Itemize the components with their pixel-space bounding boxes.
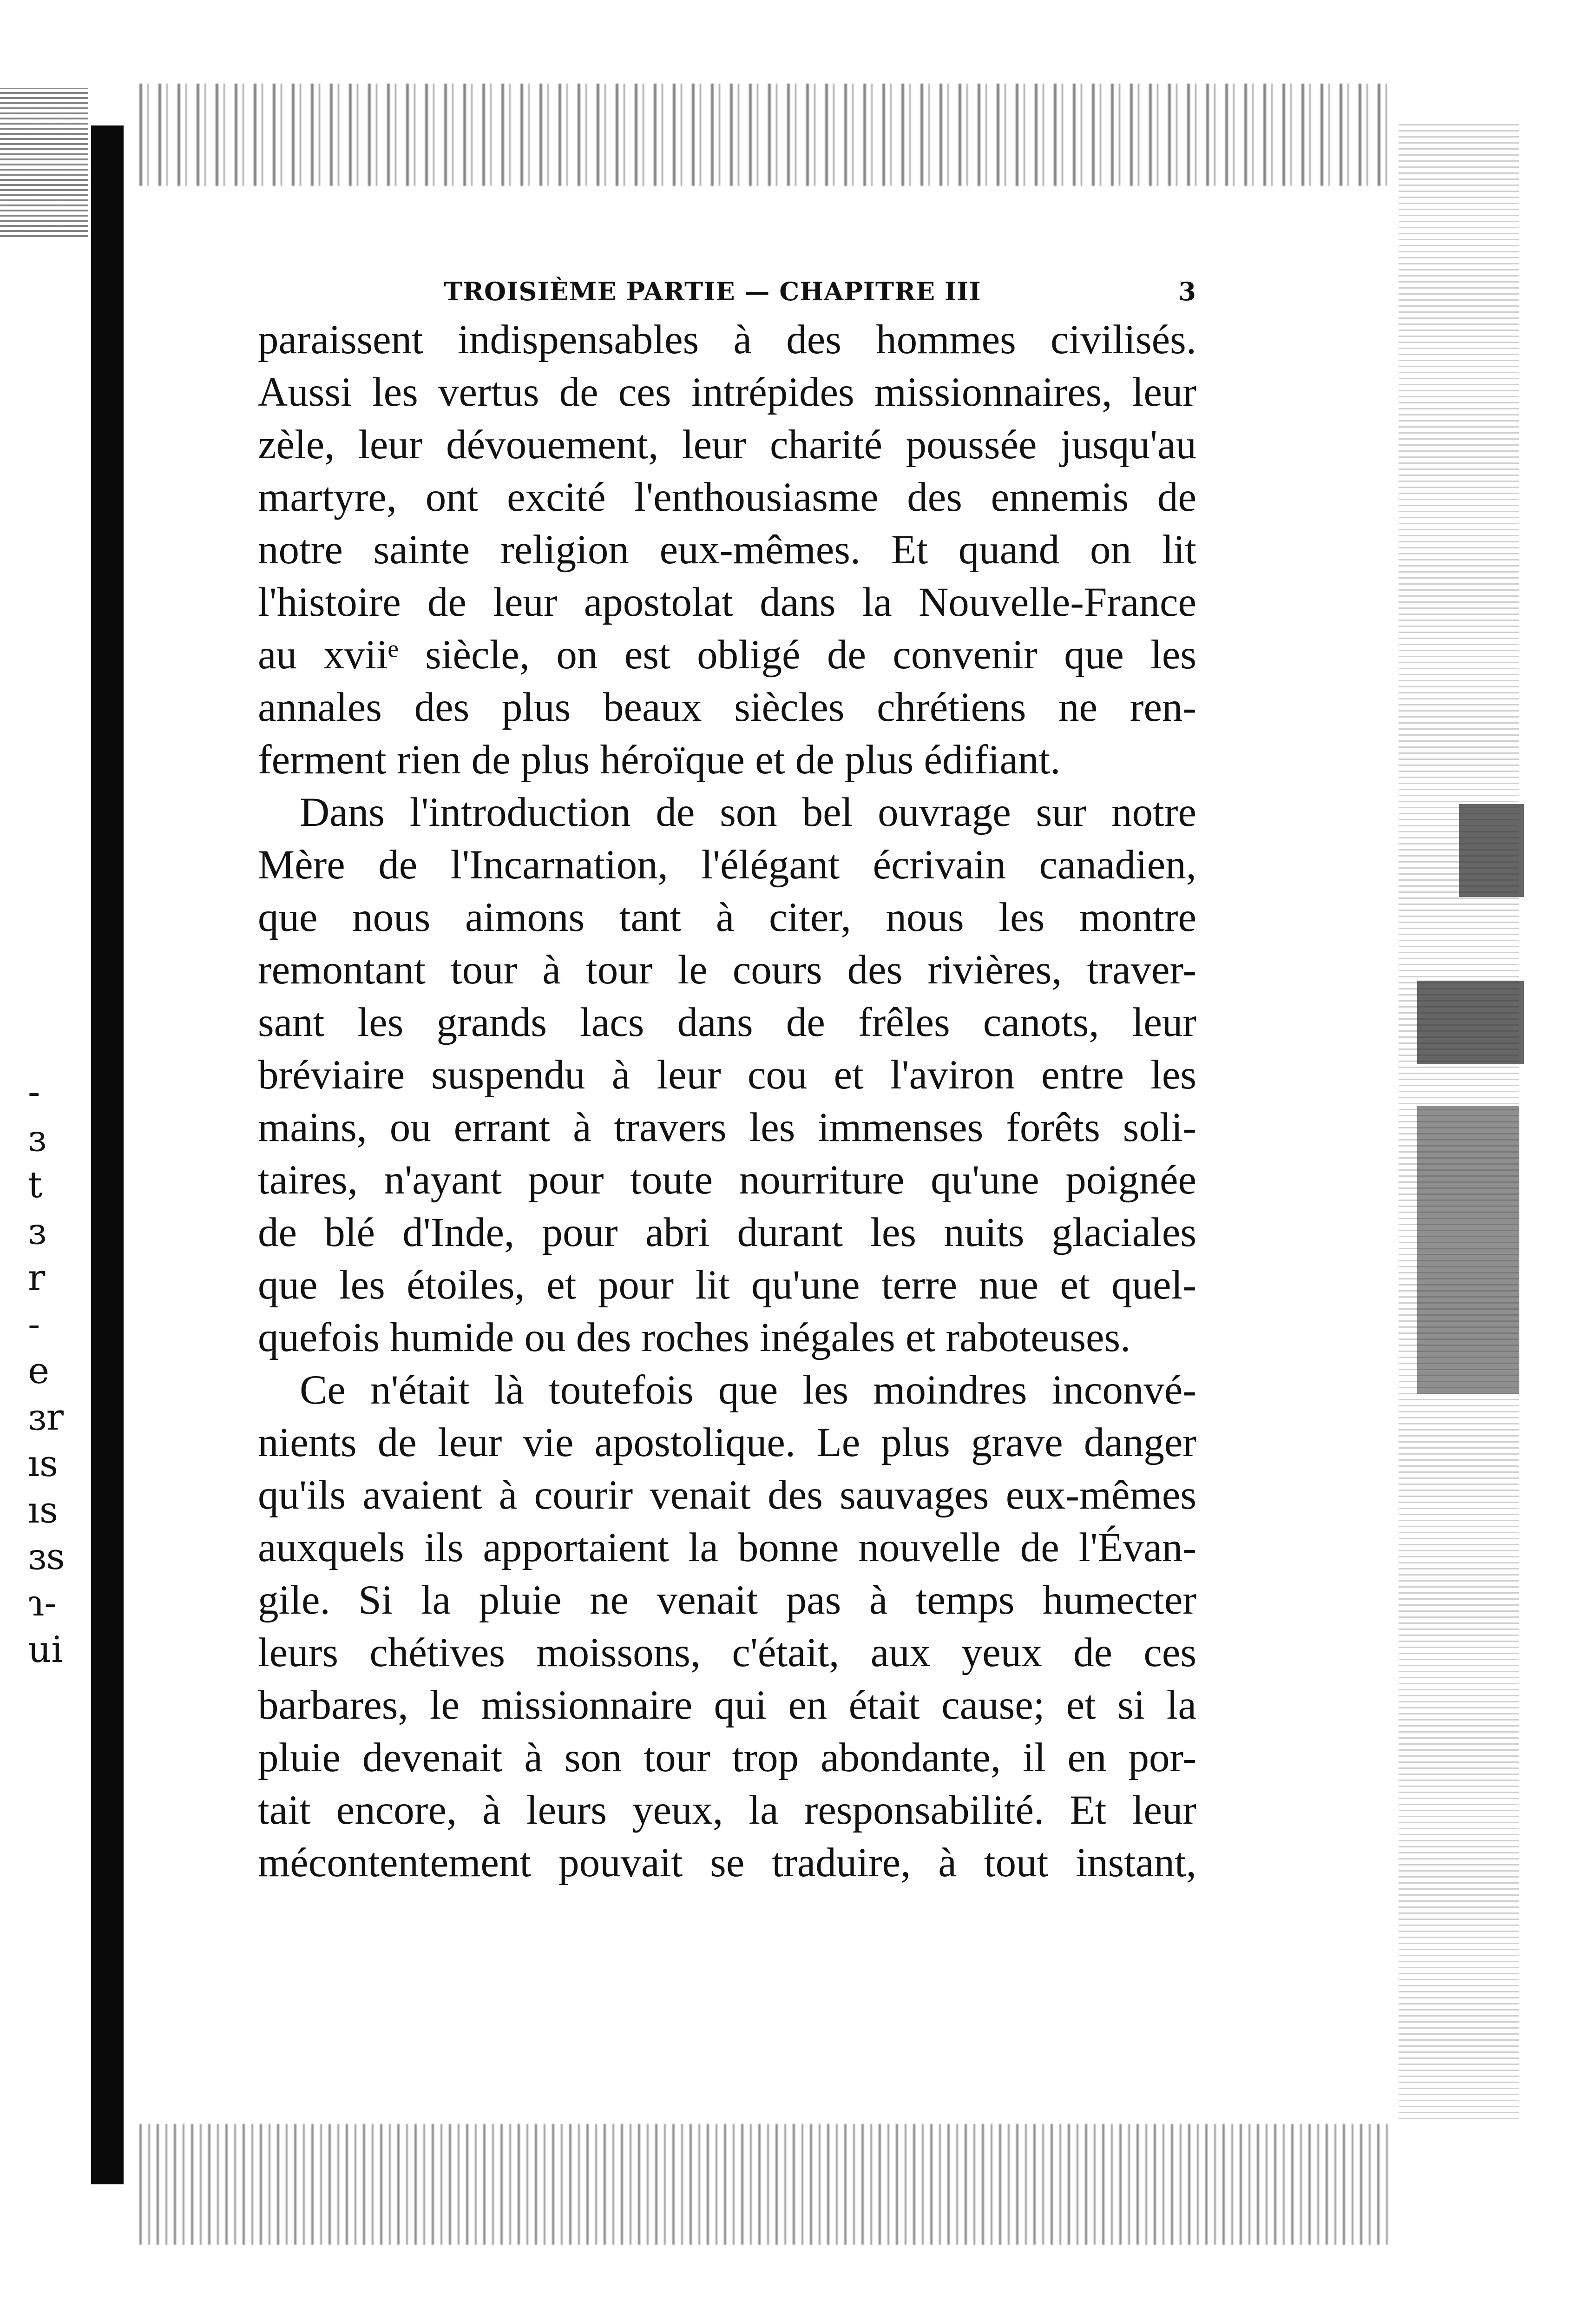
text-line: Aussi les vertus de ces intrépides missionnaires, leur [258, 369, 1196, 415]
margin-fragment: ɜr [28, 1397, 64, 1438]
text-line: ferment rien de plus héroïque et de plus édifiant. [258, 737, 1061, 783]
text-line: martyre, ont excité l'enthousiasme des ennemis de [258, 475, 1196, 520]
text-line: gile. Si la pluie ne venait pas à temps humecter [258, 1577, 1196, 1623]
text-line: auxquels ils apportaient la bonne nouvelle de l'Évan- [258, 1525, 1196, 1570]
margin-fragment: ɜ [28, 1118, 46, 1160]
page-number: 3 [1178, 277, 1196, 306]
scan-noise-bottom [139, 2124, 1394, 2245]
text-line: paraissent indispensables à des hommes civilisés. [258, 317, 1196, 363]
text-line: remontant tour à tour le cours des rivières, traver- [258, 947, 1196, 993]
paragraph [258, 1364, 1196, 1889]
paragraph [258, 314, 1196, 786]
text-line: sant les grands lacs dans de frêles canots, leur [258, 1000, 1196, 1045]
margin-fragment: ıs [28, 1443, 58, 1485]
text-line: que nous aimons tant à citer, nous les montre [258, 895, 1196, 940]
text-line: qu'ils avaient à courir venait des sauvages eux-mêmes [258, 1472, 1196, 1518]
text-line: notre sainte religion eux-mêmes. Et quand on lit [258, 527, 1196, 573]
text-line: mains, ou errant à travers les immenses forêts soli- [258, 1105, 1196, 1150]
margin-fragment: r [28, 1257, 46, 1299]
previous-page-margin-fragments [28, 1069, 121, 1673]
text-line: nients de leur vie apostolique. Le plus grave danger [258, 1420, 1196, 1465]
text-line: bréviaire suspendu à leur cou et l'aviron entre les [258, 1052, 1196, 1098]
text-line: barbares, le missionnaire qui en était cause; et si la [258, 1682, 1196, 1728]
margin-fragment: ıs [28, 1490, 58, 1531]
scan-artifact-block [1417, 1106, 1519, 1394]
margin-fragment: - [28, 1304, 40, 1345]
text-line: mécontentement pouvait se traduire, à tout instant, [258, 1840, 1196, 1886]
text-line: quefois humide ou des roches inégales et raboteuses. [258, 1315, 1131, 1360]
text-line: zèle, leur dévouement, leur charité poussée jusqu'au [258, 422, 1196, 468]
page-text-block [258, 263, 1196, 1889]
text-line: Mère de l'Incarnation, l'élégant écrivain canadien, [258, 842, 1196, 888]
paragraph [258, 786, 1196, 1364]
margin-fragment: e [28, 1350, 50, 1392]
scan-artifact-block [1417, 981, 1524, 1064]
text-line: leurs chétives moissons, c'était, aux yeux de ces [258, 1630, 1196, 1675]
text-line: taires, n'ayant pour toute nourriture qu'une poignée [258, 1157, 1196, 1203]
page-header [258, 263, 1196, 314]
margin-fragment: t [28, 1164, 43, 1206]
text-line: pluie devenait à son tour trop abondante, il en por- [258, 1735, 1196, 1780]
text-line: Dans l'introduction de son bel ouvrage sur notre [300, 790, 1196, 835]
margin-fragment: ɜ [28, 1211, 46, 1253]
text-line: au xviiᵉ siècle, on est obligé de convenir que les [258, 632, 1196, 678]
scan-artifact-block [1459, 804, 1524, 897]
text-line: Ce n'était là toutefois que les moindres inconvé- [300, 1367, 1196, 1413]
text-line: de blé d'Inde, pour abri durant les nuits glaciales [258, 1210, 1196, 1255]
running-head: TROISIÈME PARTIE — CHAPITRE III [444, 277, 981, 306]
text-line: annales des plus beaux siècles chrétiens ne ren- [258, 685, 1196, 730]
margin-fragment: ui [28, 1629, 63, 1671]
margin-fragment: ɜs [28, 1536, 65, 1578]
scan-noise-left [0, 88, 88, 237]
text-line: que les étoiles, et pour lit qu'une terre nue et quel- [258, 1262, 1196, 1308]
text-line: l'histoire de leur apostolat dans la Nouvelle-France [258, 580, 1196, 625]
text-line: tait encore, à leurs yeux, la responsabilité. Et leur [258, 1787, 1196, 1833]
margin-fragment: - [28, 1071, 40, 1113]
scan-noise-top [139, 84, 1394, 186]
margin-fragment: ɿ- [28, 1582, 57, 1624]
